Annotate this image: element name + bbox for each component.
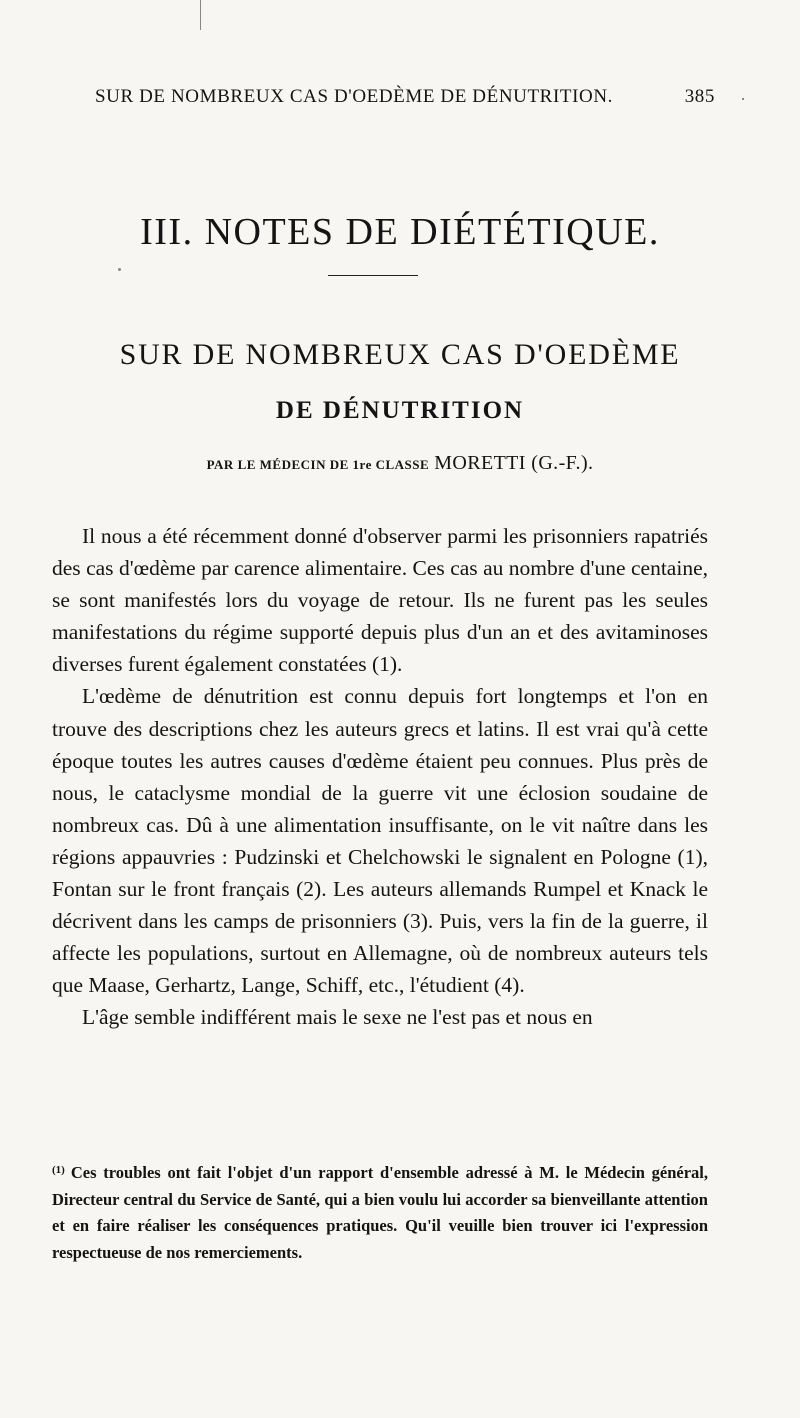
- title-divider: [328, 275, 418, 276]
- paragraph-2: L'œdème de dénutrition est connu depuis fort longtemps et l'on en trouve des descriptions chez les auteurs grecs et latins. Il est vrai qu'à cette époque toutes les autres causes d'œdème étaient peu connues. Plus près de nous, le cataclysme mondial de la guerre vit une éclosion soudaine de nombreux cas. Dû à une alimentation insuffisante, on le vit naître dans les régions appauvries : Pudzinski et Chelchowski le signalent en Pologne (1), Fontan sur le front français (2). Les auteurs allemands Rumpel et Knack le décrivent dans les camps de prisonniers (3). Puis, vers la fin de la guerre, il affecte les populations, surtout en Allemagne, où de nombreux auteurs tels que Maase, Gerhartz, Lange, Schiff, etc., l'étudient (4).: [52, 684, 708, 998]
- section-heading: III. NOTES DE DIÉTÉTIQUE.: [140, 211, 660, 253]
- scan-speck: [118, 268, 121, 271]
- paragraph-1: Il nous a été récemment donné d'observer parmi les prisonniers rapatriés des cas d'œdème par carence alimentaire. Ces cas au nombre d'une centaine, se sont manifestés lors du voyage de retour. Ils ne furent pas les seules manifestations du régime supporté depuis plus d'un an et des avitaminoses diverses furent également constatées (1).: [52, 524, 708, 677]
- paragraph-3: L'âge semble indifférent mais le sexe ne l'est pas et nous en: [82, 1005, 593, 1030]
- footnotes: [52, 1157, 708, 1266]
- running-head-title: SUR DE NOMBREUX CAS D'OEDÈME DE DÉNUTRITION.: [95, 86, 614, 107]
- byline: [0, 452, 800, 475]
- footnote-text: Ces troubles ont fait l'objet d'un rapport d'ensemble adressé à M. le Médecin général, Directeur central du Service de Santé, qui a bien voulu lui accorder sa bienveillante attention et en faire réaliser les conséquences pratiques. Qu'il veuille bien trouver ici l'expression respectueuse de nos remerciements.: [52, 1163, 708, 1262]
- page-number: 385: [684, 86, 715, 107]
- article-title-line-2: DE DÉNUTRITION: [275, 397, 525, 424]
- footnote-1: [52, 1157, 708, 1266]
- article-title-line-1: SUR DE NOMBREUX CAS D'OEDÈME: [119, 338, 681, 371]
- scan-speck: [742, 98, 744, 100]
- scan-speck: [200, 0, 201, 30]
- running-head: [95, 86, 715, 108]
- byline-prefix: PAR LE MÉDECIN DE 1re CLASSE: [206, 457, 430, 472]
- body-text: [52, 520, 708, 1034]
- footnote-mark: (1): [52, 1164, 65, 1176]
- byline-author: MORETTI (G.-F.).: [434, 452, 594, 474]
